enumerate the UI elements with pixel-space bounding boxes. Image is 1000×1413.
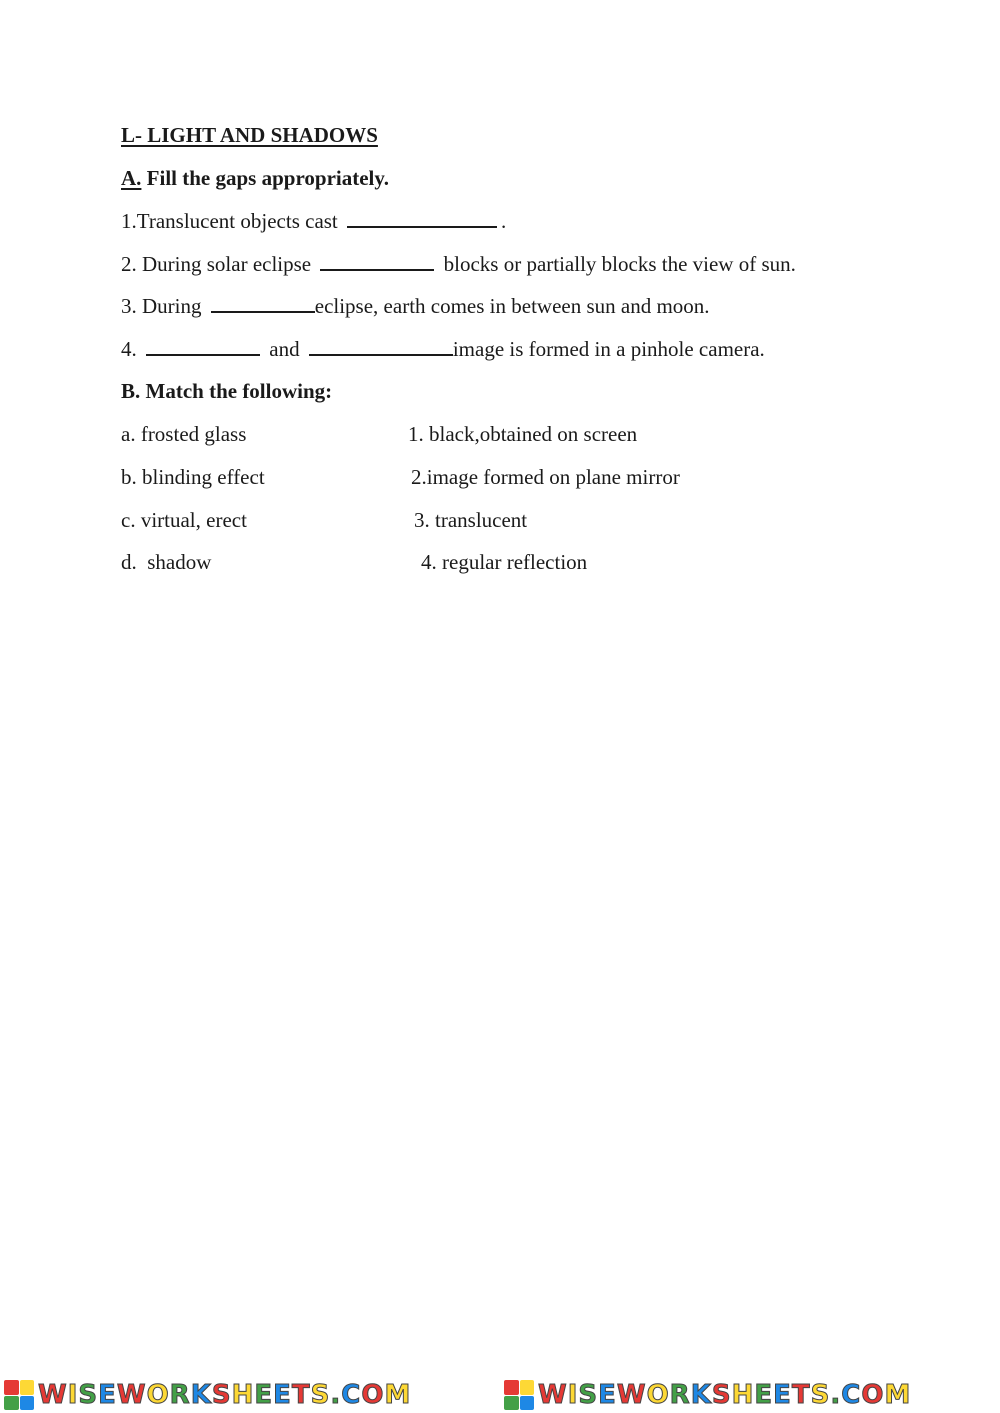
page-title: L- LIGHT AND SHADOWS — [121, 123, 378, 147]
question-1 — [121, 208, 506, 234]
q1-blank[interactable] — [347, 225, 497, 228]
watermark-text: WISEWORKSHEETS.COM — [38, 1380, 412, 1410]
question-3 — [121, 293, 710, 319]
q4-end: image is formed in a pinhole camera. — [452, 337, 765, 361]
q1-text: 1.Translucent objects cast — [121, 209, 338, 233]
section-b-heading: B. Match the following: — [121, 379, 333, 403]
question-4 — [121, 336, 765, 362]
wise-logo-icon — [504, 1380, 534, 1410]
match-right-4: 4. regular reflection — [421, 550, 588, 574]
q3-blank[interactable] — [211, 310, 315, 313]
watermark-left — [4, 1380, 411, 1410]
q2-blank[interactable] — [320, 268, 434, 271]
section-a-label: A. — [121, 166, 142, 190]
match-right-1: 1. black,obtained on screen — [408, 422, 638, 446]
section-a-heading — [121, 165, 389, 191]
q4-text: 4. — [121, 337, 137, 361]
wise-logo-icon — [4, 1380, 34, 1410]
q4-blank-2[interactable] — [309, 353, 453, 356]
q4-mid: and — [269, 337, 300, 361]
match-right-3: 3. translucent — [414, 508, 528, 532]
q2-text: 2. During solar eclipse — [121, 252, 312, 276]
match-left-b: b. blinding effect — [121, 465, 265, 489]
match-left-a: a. frosted glass — [121, 422, 247, 446]
watermark-text: WISEWORKSHEETS.COM — [538, 1380, 912, 1410]
match-left-d: d. shadow — [121, 550, 212, 574]
question-2 — [121, 251, 796, 277]
section-a-heading-text: Fill the gaps appropriately. — [146, 166, 389, 190]
q2-end: blocks or partially blocks the view of sun. — [443, 252, 796, 276]
match-left-c: c. virtual, erect — [121, 508, 247, 532]
watermark-right — [504, 1380, 911, 1410]
q3-end: eclipse, earth comes in between sun and moon. — [314, 294, 710, 318]
q1-end: . — [501, 209, 507, 233]
q3-text: 3. During — [121, 294, 202, 318]
match-right-2: 2.image formed on plane mirror — [411, 465, 680, 489]
q4-blank-1[interactable] — [146, 353, 260, 356]
